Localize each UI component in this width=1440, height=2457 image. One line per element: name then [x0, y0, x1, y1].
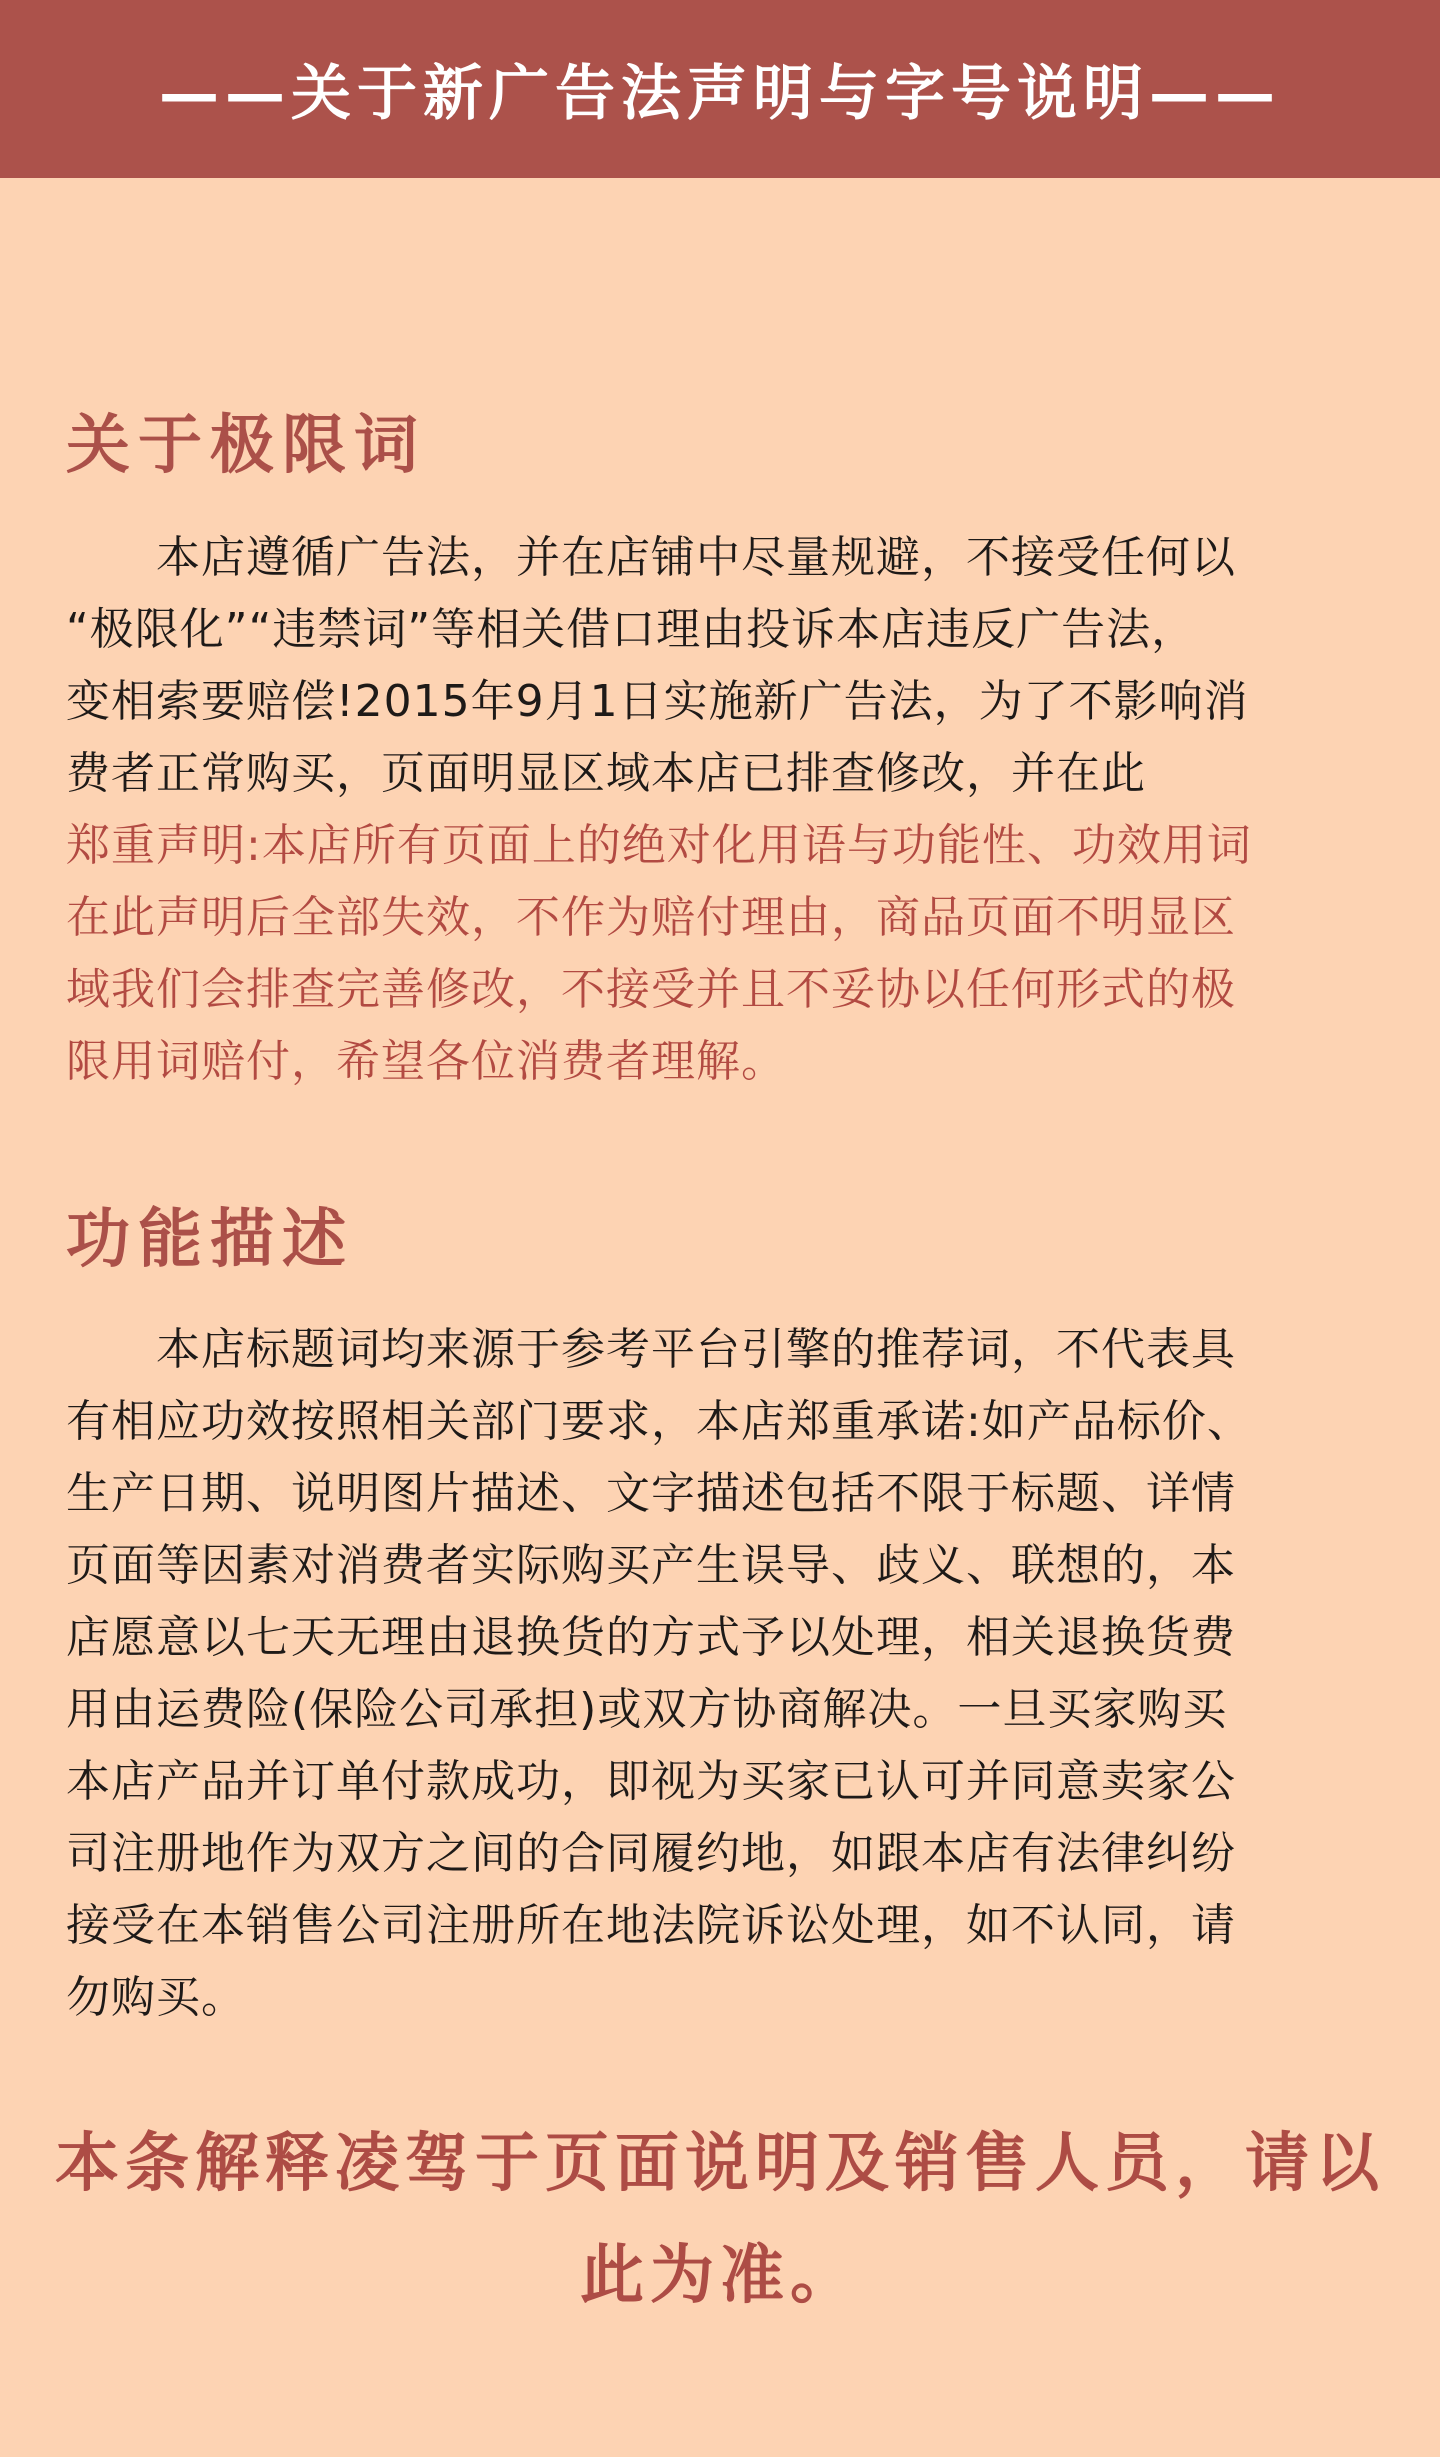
section-heading-extreme-words: 关于极限词 — [66, 409, 426, 483]
header-banner — [0, 0, 1440, 178]
paragraph-line: 变相索要赔偿!2015年9月1日实施新广告法，为了不影响消 — [66, 676, 1249, 727]
declaration-line: 在此声明后全部失效，不作为赔付理由，商品页面不明显区 — [66, 892, 1236, 943]
section-extreme-words-body — [66, 522, 1396, 1098]
paragraph-line: 本店遵循广告法，并在店铺中尽量规避，不接受任何以 — [66, 532, 1236, 583]
declaration-line: 域我们会排查完善修改，不接受并且不妥协以任何形式的极 — [66, 964, 1236, 1015]
paragraph-line: 本店标题词均来源于参考平台引擎的推荐词，不代表具 — [66, 1324, 1236, 1375]
declaration-line: 限用词赔付，希望各位消费者理解。 — [66, 1036, 786, 1087]
paragraph-line: 司注册地作为双方之间的合同履约地，如跟本店有法律纠纷 — [66, 1828, 1236, 1879]
paragraph-line: 接受在本销售公司注册所在地法院诉讼处理，如不认同，请 — [66, 1900, 1236, 1951]
closing-line: 本条解释凌驾于页面说明及销售人员，请以 — [55, 2127, 1385, 2201]
paragraph-line: 用由运费险(保险公司承担)或双方协商解决。一旦买家购买 — [66, 1684, 1228, 1735]
declaration-line: 郑重声明:本店所有页面上的绝对化用语与功能性、功效用词 — [66, 820, 1252, 871]
page-title: ——关于新广告法声明与字号说明—— — [159, 59, 1281, 129]
paragraph-line: 有相应功效按照相关部门要求，本店郑重承诺:如产品标价、 — [66, 1396, 1252, 1447]
paragraph-line: 费者正常购买，页面明显区域本店已排查修改，并在此 — [66, 748, 1146, 799]
paragraph-line: 勿购买。 — [66, 1972, 246, 2023]
section-function-description-body — [66, 1314, 1396, 2034]
paragraph-line: “极限化”“违禁词”等相关借口理由投诉本店违反广告法， — [66, 604, 1197, 655]
section-heading-function-description: 功能描述 — [66, 1203, 354, 1277]
paragraph-line: 生产日期、说明图片描述、文字描述包括不限于标题、详情 — [66, 1468, 1236, 1519]
paragraph-line: 本店产品并订单付款成功，即视为买家已认可并同意卖家公 — [66, 1756, 1236, 1807]
closing-line: 此为准。 — [580, 2239, 860, 2313]
paragraph-line: 店愿意以七天无理由退换货的方式予以处理，相关退换货费 — [66, 1612, 1236, 1663]
closing-statement — [0, 2108, 1440, 2332]
paragraph-line: 页面等因素对消费者实际购买产生误导、歧义、联想的，本 — [66, 1540, 1236, 1591]
